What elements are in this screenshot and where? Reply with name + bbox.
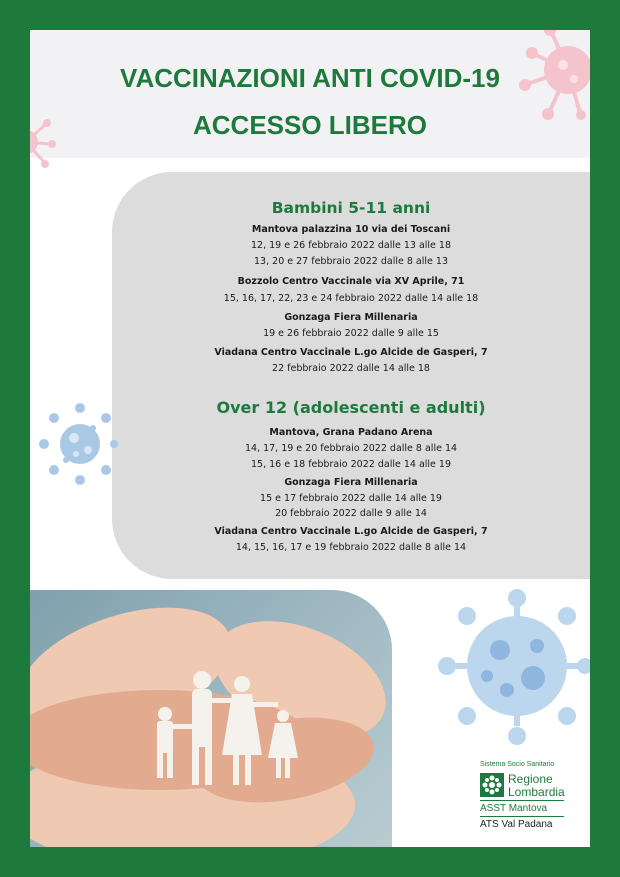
venue-name: Gonzaga Fiera Millenaria [284,312,418,323]
venue-name: Viadana Centro Vaccinale L.go Alcide de Gasperi, 7 [214,347,488,358]
section-title-children: Bambini 5-11 anni [271,199,431,217]
hands-family-photo [30,590,392,847]
venue-name: Viadana Centro Vaccinale L.go Alcide de Gasperi, 7 [214,526,488,537]
venue-name: Gonzaga Fiera Millenaria [284,477,418,488]
venue-date: 22 febbraio 2022 dalle 14 alle 18 [272,363,430,374]
hands-holding-family-icon [30,590,392,847]
venue-date: 15, 16 e 18 febbraio 2022 dalle 14 alle 19 [250,459,451,470]
logo-divider [480,816,564,817]
schedule-panel [112,172,590,579]
venue-date: 15, 16, 17, 22, 23 e 24 febbraio 2022 dalle 14 alle 18 [223,293,479,304]
venue-date: 14, 15, 16, 17 e 19 febbraio 2022 dalle 8 alle 14 [235,542,467,553]
venue-date: 15 e 17 febbraio 2022 dalle 14 alle 19 [260,493,442,504]
logo-divider [480,800,564,801]
section-title-over12: Over 12 (adolescenti e adulti) [216,398,486,417]
venue-date: 12, 19 e 26 febbraio 2022 dalle 13 alle 18 [250,240,451,251]
venue-date: 14, 17, 19 e 20 febbraio 2022 dalle 8 alle 14 [244,443,458,454]
logo-system-label: Sistema Socio Sanitario [480,761,555,768]
regione-lombardia-rose-icon [480,773,504,797]
logo-ats-label: ATS Val Padana [480,819,553,830]
venue-name: Mantova, Grana Padano Arena [269,427,433,438]
logo-asst-label: ASST Mantova [480,803,548,814]
poster-page [30,30,590,847]
logo-region-line2: Lombardia [508,785,565,799]
virus-blue-large-icon [425,578,590,748]
venue-date: 13, 20 e 27 febbraio 2022 dalle 8 alle 13 [254,256,448,267]
venue-name: Mantova palazzina 10 via dei Toscani [251,224,451,235]
venue-name: Bozzolo Centro Vaccinale via XV Aprile, 71 [237,276,465,287]
logo-region-line1: Regione [508,772,553,786]
venue-date: 19 e 26 febbraio 2022 dalle 9 alle 15 [263,328,439,339]
poster-title-line2: ACCESSO LIBERO [192,110,428,140]
venue-date: 20 febbraio 2022 dalle 9 alle 14 [275,508,427,519]
virus-blue-left-icon [38,398,118,490]
poster-title-line1: VACCINAZIONI ANTI COVID-19 [120,63,500,93]
